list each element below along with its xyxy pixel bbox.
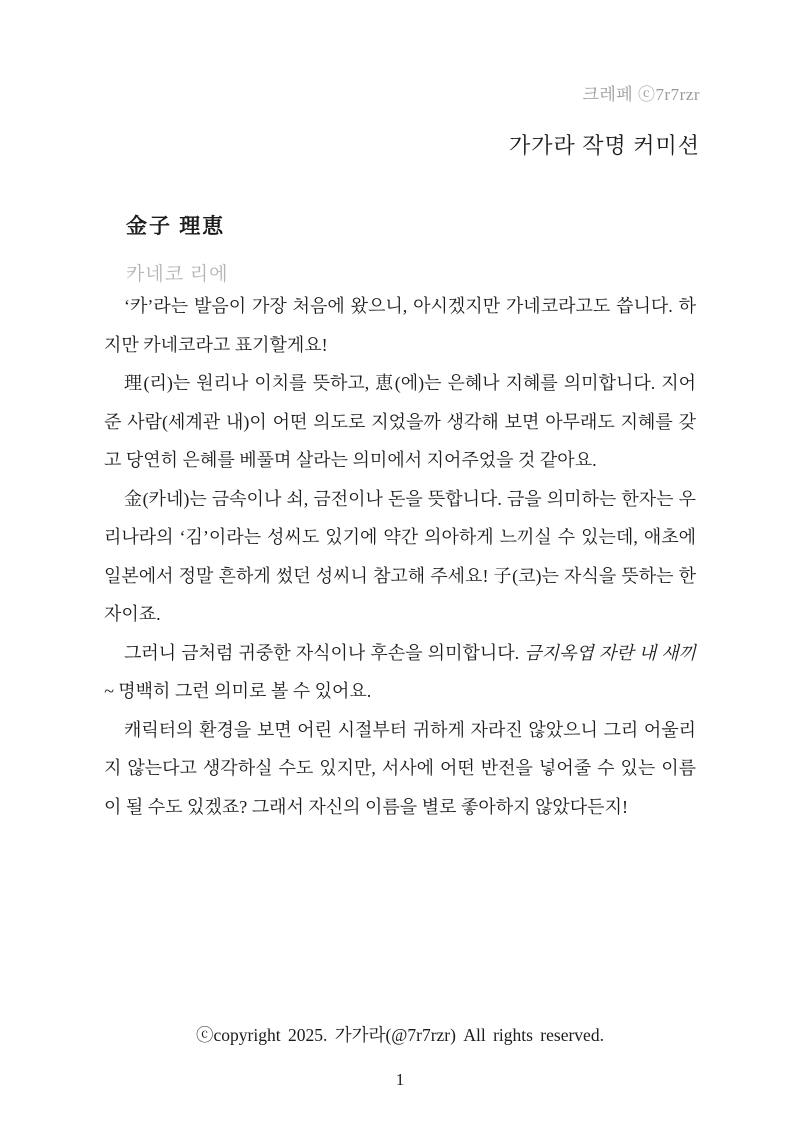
header-credit: 크레페 ⓒ7r7rzr xyxy=(582,85,700,104)
paragraph-2 xyxy=(104,364,696,480)
paragraph-3 xyxy=(104,480,696,634)
italic-phrase: 금지옥엽 자란 내 새끼~ xyxy=(104,642,696,701)
paragraph-4 xyxy=(104,634,696,711)
name-reading-korean: 카네코 리에 xyxy=(126,264,229,285)
page-number: 1 xyxy=(395,1070,405,1089)
paragraph-1 xyxy=(104,287,696,364)
body-text xyxy=(104,287,696,826)
text-run: 金(카네)는 금속이나 쇠, 금전이나 돈을 뜻합니다. 금을 의미하는 한자는 우리나라의 ‘김’이라는 성씨도 있기에 약간 의아하게 느끼실 수 있는데, 애초에 일본에서 정말 흔하게 썼던 성씨니 참고해 주세요! 子(코)는 자식을 뜻하는 한자이죠. xyxy=(104,488,696,624)
text-run: ‘카’라는 발음이 가장 처음에 왔으니, 아시겠지만 가네코라고도 씁니다. 하지만 카네코라고 표기할게요! xyxy=(104,296,696,355)
text-run: 그러니 금처럼 귀중한 자식이나 후손을 의미합니다. xyxy=(124,642,525,663)
copyright-footer: ⓒcopyright 2025. 가가라(@7r7rzr) All rights reserved. xyxy=(196,1025,604,1045)
paragraph-5 xyxy=(104,711,696,827)
text-run: 명백히 그런 의미로 볼 수 있어요. xyxy=(113,681,372,701)
text-run: 캐릭터의 환경을 보면 어린 시절부터 귀하게 자라진 않았으니 그리 어울리지 않는다고 생각하실 수도 있지만, 서사에 어떤 반전을 넣어줄 수 있는 이름이 될 수도 있겠죠? 그래서 자신의 이름을 별로 좋아하지 않았다든지! xyxy=(104,719,696,817)
text-run: 理(리)는 원리나 이치를 뜻하고, 恵(에)는 은혜나 지혜를 의미합니다. 지어준 사람(세계관 내)이 어떤 의도로 지었을까 생각해 보면 아무래도 지혜를 갖고 당연히 은혜를 베풀며 살라는 의미에서 지어주었을 것 같아요. xyxy=(104,373,696,470)
name-heading-hanja: 金子 理恵 xyxy=(126,214,226,238)
document-title: 가가라 작명 커미션 xyxy=(508,133,700,158)
